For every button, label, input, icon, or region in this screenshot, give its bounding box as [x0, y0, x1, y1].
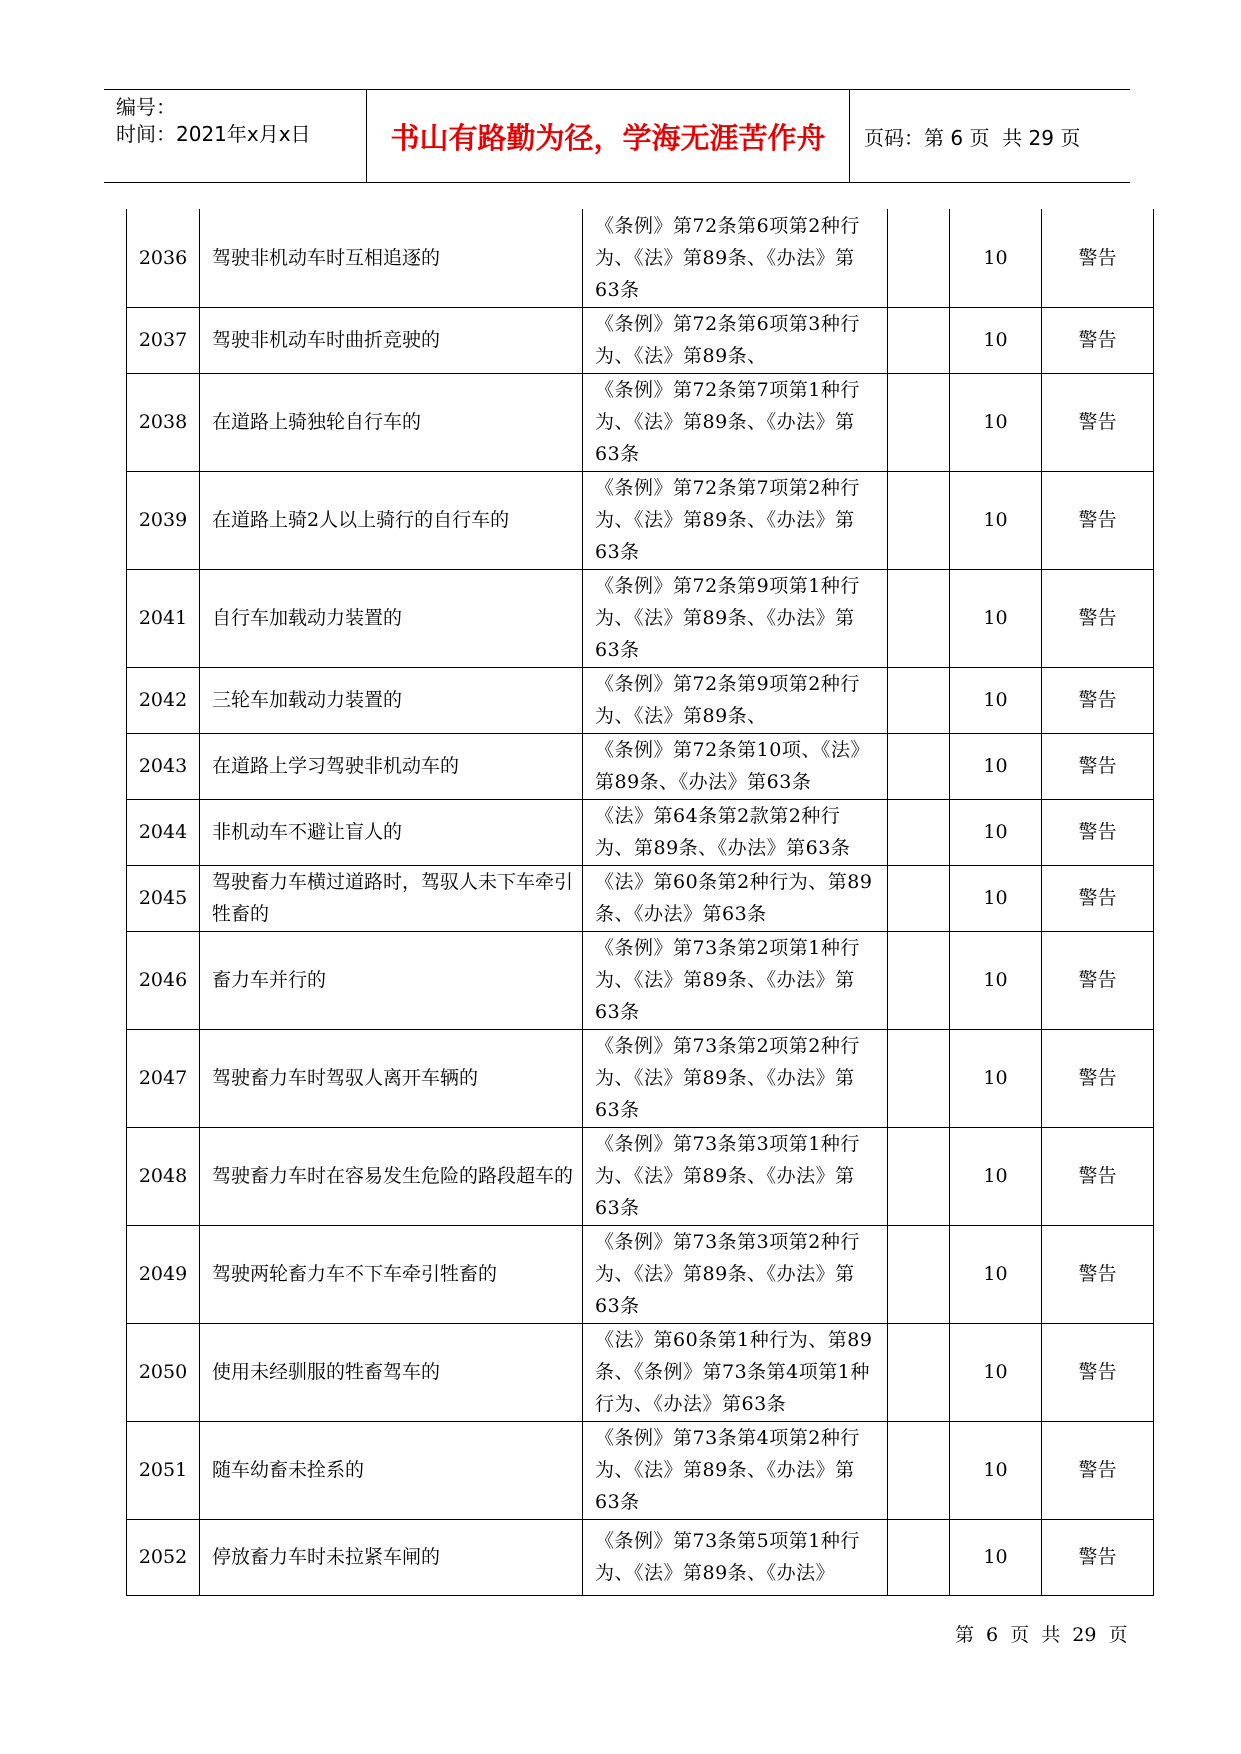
violation-code: 2044 — [127, 799, 200, 865]
legal-basis: 《条例》第72条第10项、《法》第89条、《办法》第63条 — [583, 733, 888, 799]
violation-table-body — [127, 209, 1154, 1595]
legal-basis: 《条例》第73条第5项第1种行为、《法》第89条、《办法》 — [583, 1519, 888, 1595]
violation-points: 10 — [950, 1519, 1042, 1595]
legal-basis: 《法》第64条第2款第2种行为、第89条、《办法》第63条 — [583, 799, 888, 865]
violation-code: 2046 — [127, 931, 200, 1029]
violation-points: 10 — [950, 471, 1042, 569]
table-row — [127, 1421, 1154, 1519]
legal-basis: 《条例》第72条第9项第1种行为、《法》第89条、《办法》第63条 — [583, 569, 888, 667]
violation-code: 2045 — [127, 865, 200, 931]
violation-description: 驾驶畜力车时在容易发生危险的路段超车的 — [200, 1127, 583, 1225]
table-row — [127, 1519, 1154, 1595]
extra-cell — [888, 667, 950, 733]
header-divider — [849, 90, 850, 182]
legal-basis: 《条例》第73条第3项第1种行为、《法》第89条、《办法》第63条 — [583, 1127, 888, 1225]
violation-code: 2036 — [127, 209, 200, 307]
violation-points: 10 — [950, 799, 1042, 865]
penalty-type: 警告 — [1042, 1127, 1154, 1225]
violation-description: 驾驶非机动车时互相追逐的 — [200, 209, 583, 307]
legal-basis: 《条例》第72条第9项第2种行为、《法》第89条、 — [583, 667, 888, 733]
violation-description: 自行车加载动力装置的 — [200, 569, 583, 667]
extra-cell — [888, 1029, 950, 1127]
header-meta — [116, 94, 366, 148]
violation-points: 10 — [950, 1225, 1042, 1323]
table-row — [127, 667, 1154, 733]
penalty-type: 警告 — [1042, 471, 1154, 569]
violation-description: 驾驶非机动车时曲折竞驶的 — [200, 307, 583, 373]
violation-points: 10 — [950, 1421, 1042, 1519]
violation-code: 2039 — [127, 471, 200, 569]
violation-code: 2037 — [127, 307, 200, 373]
extra-cell — [888, 1225, 950, 1323]
table-row — [127, 209, 1154, 307]
violation-table — [126, 209, 1154, 1596]
legal-basis: 《条例》第73条第2项第1种行为、《法》第89条、《办法》第63条 — [583, 931, 888, 1029]
table-row — [127, 569, 1154, 667]
legal-basis: 《条例》第73条第3项第2种行为、《法》第89条、《办法》第63条 — [583, 1225, 888, 1323]
extra-cell — [888, 733, 950, 799]
violation-points: 10 — [950, 667, 1042, 733]
penalty-type: 警告 — [1042, 1029, 1154, 1127]
violation-description: 随车幼畜未拴系的 — [200, 1421, 583, 1519]
page-label: 页码：第 6 页 共 29 页 — [864, 125, 1081, 150]
extra-cell — [888, 307, 950, 373]
violation-description: 在道路上学习驾驶非机动车的 — [200, 733, 583, 799]
violation-code: 2043 — [127, 733, 200, 799]
legal-basis: 《条例》第73条第2项第2种行为、《法》第89条、《办法》第63条 — [583, 1029, 888, 1127]
violation-code: 2048 — [127, 1127, 200, 1225]
legal-basis: 《条例》第72条第7项第2种行为、《法》第89条、《办法》第63条 — [583, 471, 888, 569]
table-row — [127, 733, 1154, 799]
violation-points: 10 — [950, 865, 1042, 931]
penalty-type: 警告 — [1042, 209, 1154, 307]
violation-points: 10 — [950, 931, 1042, 1029]
table-row — [127, 373, 1154, 471]
table-row — [127, 1323, 1154, 1421]
penalty-type: 警告 — [1042, 733, 1154, 799]
legal-basis: 《条例》第72条第6项第3种行为、《法》第89条、 — [583, 307, 888, 373]
violation-points: 10 — [950, 569, 1042, 667]
penalty-type: 警告 — [1042, 1519, 1154, 1595]
number-label: 编号： — [116, 95, 176, 119]
table-row — [127, 1225, 1154, 1323]
table-row — [127, 1029, 1154, 1127]
violation-points: 10 — [950, 1029, 1042, 1127]
penalty-type: 警告 — [1042, 307, 1154, 373]
violation-points: 10 — [950, 307, 1042, 373]
violation-code: 2051 — [127, 1421, 200, 1519]
page-label-cell — [864, 90, 1080, 182]
penalty-type: 警告 — [1042, 373, 1154, 471]
extra-cell — [888, 209, 950, 307]
violation-description: 非机动车不避让盲人的 — [200, 799, 583, 865]
violation-points: 10 — [950, 1127, 1042, 1225]
legal-basis: 《法》第60条第2种行为、第89条、《办法》第63条 — [583, 865, 888, 931]
violation-points: 10 — [950, 373, 1042, 471]
violation-code: 2047 — [127, 1029, 200, 1127]
violation-code: 2042 — [127, 667, 200, 733]
table-row — [127, 471, 1154, 569]
violation-points: 10 — [950, 733, 1042, 799]
penalty-type: 警告 — [1042, 1323, 1154, 1421]
penalty-type: 警告 — [1042, 569, 1154, 667]
violation-code: 2038 — [127, 373, 200, 471]
violation-points: 10 — [950, 209, 1042, 307]
violation-description: 在道路上骑2人以上骑行的自行车的 — [200, 471, 583, 569]
legal-basis: 《条例》第73条第4项第2种行为、《法》第89条、《办法》第63条 — [583, 1421, 888, 1519]
violation-description: 在道路上骑独轮自行车的 — [200, 373, 583, 471]
extra-cell — [888, 1421, 950, 1519]
violation-description: 畜力车并行的 — [200, 931, 583, 1029]
penalty-type: 警告 — [1042, 865, 1154, 931]
motto: 书山有路勤为径，学海无涯苦作舟 — [390, 120, 826, 155]
violation-description: 停放畜力车时未拉紧车闸的 — [200, 1519, 583, 1595]
legal-basis: 《条例》第72条第7项第1种行为、《法》第89条、《办法》第63条 — [583, 373, 888, 471]
extra-cell — [888, 1323, 950, 1421]
violation-description: 驾驶畜力车时驾驭人离开车辆的 — [200, 1029, 583, 1127]
violation-code: 2041 — [127, 569, 200, 667]
penalty-type: 警告 — [1042, 667, 1154, 733]
time-label: 时间：2021年x月x日 — [116, 122, 311, 146]
table-row — [127, 931, 1154, 1029]
violation-description: 使用未经驯服的牲畜驾车的 — [200, 1323, 583, 1421]
extra-cell — [888, 373, 950, 471]
violation-description: 驾驶畜力车横过道路时，驾驭人未下车牵引牲畜的 — [200, 865, 583, 931]
legal-basis: 《条例》第72条第6项第2种行为、《法》第89条、《办法》第63条 — [583, 209, 888, 307]
penalty-type: 警告 — [1042, 799, 1154, 865]
table-row — [127, 865, 1154, 931]
extra-cell — [888, 799, 950, 865]
penalty-type: 警告 — [1042, 1225, 1154, 1323]
penalty-type: 警告 — [1042, 1421, 1154, 1519]
table-row — [127, 799, 1154, 865]
violation-code: 2052 — [127, 1519, 200, 1595]
extra-cell — [888, 569, 950, 667]
legal-basis: 《法》第60条第1种行为、第89条、《条例》第73条第4项第1种行为、《办法》第63条 — [583, 1323, 888, 1421]
violation-code: 2049 — [127, 1225, 200, 1323]
violation-description: 三轮车加载动力装置的 — [200, 667, 583, 733]
extra-cell — [888, 1127, 950, 1225]
extra-cell — [888, 865, 950, 931]
violation-points: 10 — [950, 1323, 1042, 1421]
violation-code: 2050 — [127, 1323, 200, 1421]
extra-cell — [888, 931, 950, 1029]
penalty-type: 警告 — [1042, 931, 1154, 1029]
page-footer: 第 6 页 共 29 页 — [955, 1624, 1128, 1646]
table-row — [127, 307, 1154, 373]
document-header — [104, 89, 1130, 183]
extra-cell — [888, 1519, 950, 1595]
table-row — [127, 1127, 1154, 1225]
violation-description: 驾驶两轮畜力车不下车牵引牲畜的 — [200, 1225, 583, 1323]
extra-cell — [888, 471, 950, 569]
